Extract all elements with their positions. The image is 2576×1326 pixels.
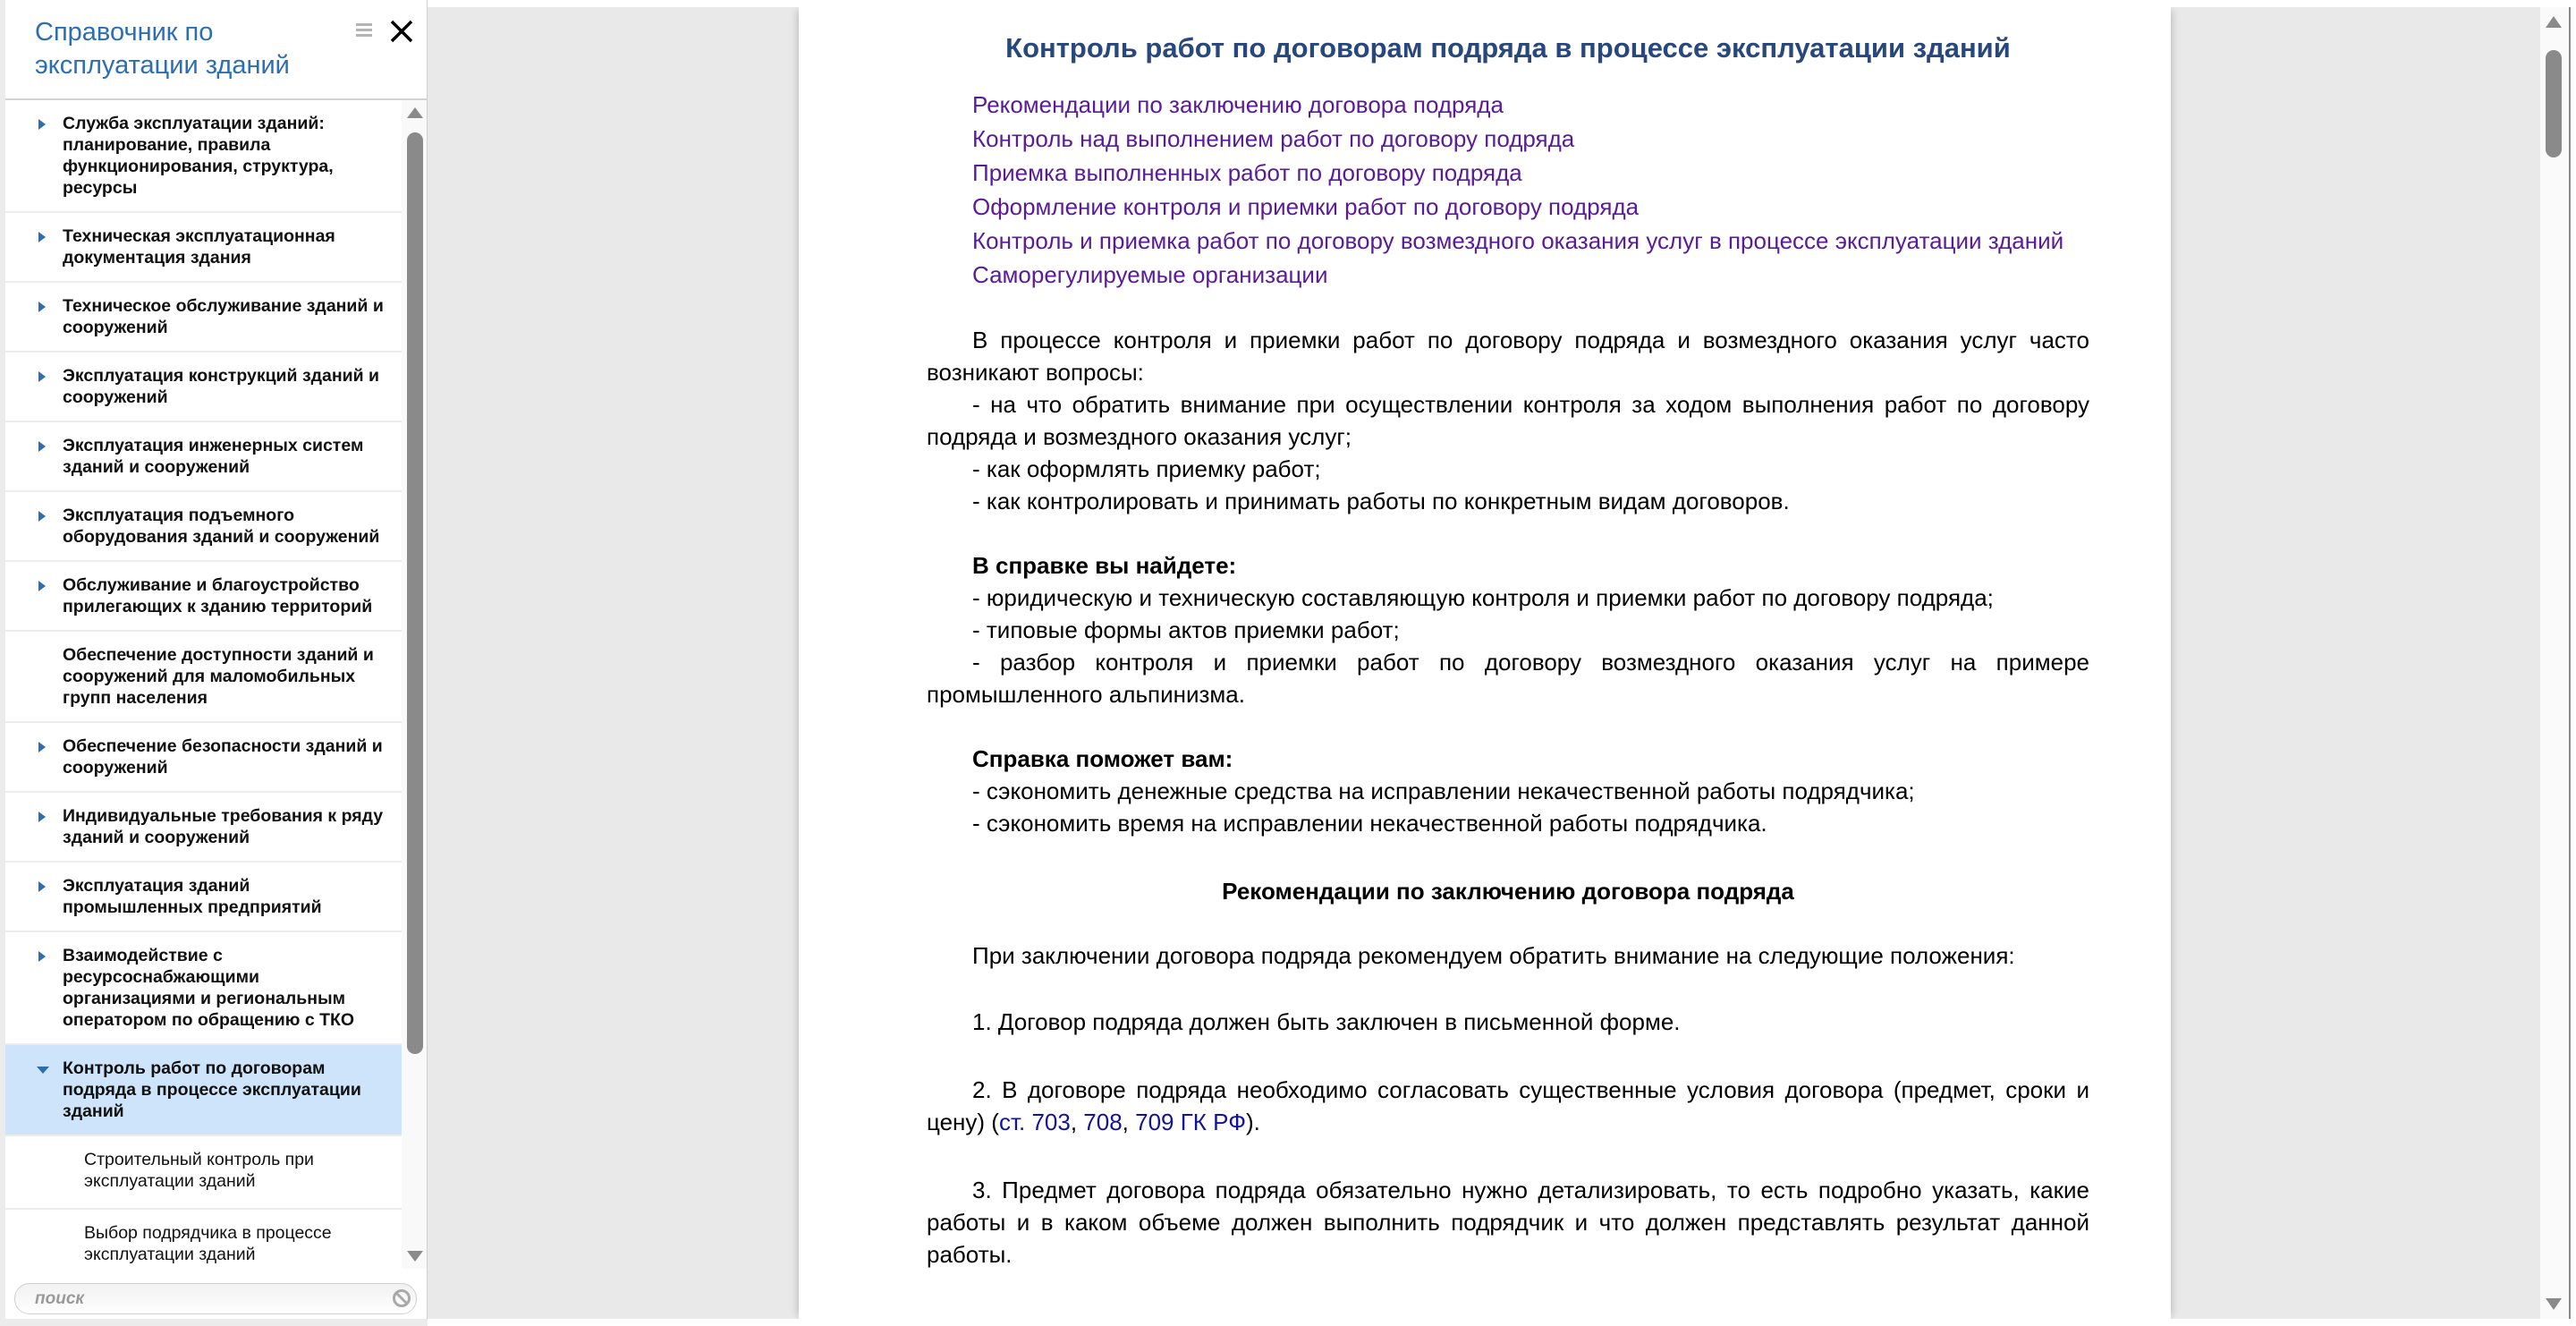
expand-arrow-icon[interactable] xyxy=(38,742,46,752)
sidebar-item-label: Контроль работ по договорам подряда в процессе эксплуатации зданий xyxy=(63,1058,361,1121)
expand-arrow-icon[interactable] xyxy=(38,232,46,242)
document-scrollbar[interactable] xyxy=(2540,7,2571,1319)
document-viewport xyxy=(428,7,2540,1319)
link-separator: , xyxy=(1070,1109,1084,1135)
help-heading: Справка поможет вам: xyxy=(972,745,1233,772)
sidebar-item[interactable] xyxy=(5,283,402,353)
expand-arrow-icon[interactable] xyxy=(38,371,46,382)
expand-arrow-icon[interactable] xyxy=(38,119,46,130)
intro-question: - как оформлять приемку работ; xyxy=(972,455,1321,482)
search-box xyxy=(14,1283,417,1314)
expand-arrow-icon[interactable] xyxy=(38,302,46,312)
find-item: - типовые формы актов приемки работ; xyxy=(972,616,1400,643)
expand-arrow-icon[interactable] xyxy=(38,581,46,591)
sidebar-item-label: Обеспечение доступности зданий и сооружений для маломобильных групп населения xyxy=(63,645,374,708)
scroll-up-arrow-icon[interactable] xyxy=(2546,16,2562,28)
intro-question: - как контролировать и принимать работы по конкретным видам договоров. xyxy=(972,488,1790,514)
link-separator: , xyxy=(1122,1109,1136,1135)
toc-link[interactable]: Оформление контроля и приемки работ по договору подряда xyxy=(972,193,1640,220)
expand-arrow-icon[interactable] xyxy=(38,511,46,522)
expand-arrow-icon[interactable] xyxy=(38,441,46,452)
sidebar-header xyxy=(5,0,427,100)
toc-link[interactable]: Рекомендации по заключению договора подряда xyxy=(972,91,1504,118)
section-point: 3. Предмет договора подряда обязательно нужно детализировать, то есть подробно указать, какие работы и в каком объеме должен выполнить подрядчик и что должен представлять результат данной работы. xyxy=(927,1177,2089,1268)
sidebar-item[interactable] xyxy=(5,213,402,283)
toc-link[interactable]: Контроль над выполнением работ по договору подряда xyxy=(972,125,1575,152)
sidebar-item-selected[interactable] xyxy=(5,1045,402,1136)
sidebar-scrollbar-thumb[interactable] xyxy=(407,132,423,1054)
sidebar-item[interactable] xyxy=(5,353,402,422)
sidebar xyxy=(0,0,428,1326)
sidebar-item-label: Эксплуатация конструкций зданий и сооружений xyxy=(63,366,380,407)
find-item: - разбор контроля и приемки работ по договору возмездного оказания услуг на примере промышленного альпинизма. xyxy=(927,649,2089,708)
point-text: 2. В договоре подряда необходимо согласовать существенные условия договора (предмет, сроки и цену) ( xyxy=(927,1076,2089,1135)
toc-link[interactable]: Саморегулируемые организации xyxy=(972,261,1328,288)
sidebar-item-label: Индивидуальные требования к ряду зданий и сооружений xyxy=(63,806,384,847)
intro-paragraph: В процессе контроля и приемки работ по договору подряда и возмездного оказания услуг часто возникают вопросы: xyxy=(927,327,2089,386)
sidebar-tree-list xyxy=(5,100,402,1269)
scroll-down-arrow-icon[interactable] xyxy=(2546,1298,2562,1310)
section-point: 1. Договор подряда должен быть заключен в письменной форме. xyxy=(972,1008,1681,1035)
sidebar-item-label: Техническая эксплуатационная документация здания xyxy=(63,226,335,268)
document-title: Контроль работ по договорам подряда в процессе эксплуатации зданий xyxy=(1005,32,2011,64)
sidebar-subitem-label: Строительный контроль при эксплуатации зданий xyxy=(84,1150,314,1191)
search-input[interactable] xyxy=(33,1287,377,1312)
sidebar-item-label: Служба эксплуатации зданий: планирование, правила функционирования, структура, ресурсы xyxy=(63,114,334,198)
sidebar-subitem-label: Выбор подрядчика в процессе эксплуатации зданий xyxy=(84,1223,332,1264)
law-link[interactable]: 709 ГК РФ xyxy=(1135,1109,1246,1135)
sidebar-item-label: Обслуживание и благоустройство прилегающих к зданию территорий xyxy=(63,575,373,616)
point-text-end: ). xyxy=(1246,1109,1260,1135)
sidebar-item[interactable] xyxy=(5,863,402,932)
sidebar-item-label: Взаимодействие с ресурсоснабжающими организациями и региональным оператором по обращению с ТКО xyxy=(63,946,355,1030)
sidebar-item[interactable] xyxy=(5,492,402,562)
intro-question: - на что обратить внимание при осуществлении контроля за ходом выполнения работ по договору подряда и возмездного оказания услуг; xyxy=(927,391,2089,450)
sidebar-item-label: Эксплуатация инженерных систем зданий и сооружений xyxy=(63,436,364,477)
sidebar-item[interactable] xyxy=(5,562,402,632)
sidebar-item[interactable] xyxy=(5,793,402,863)
law-link[interactable]: ст. 703 xyxy=(998,1109,1071,1135)
section-heading: Рекомендации по заключению договора подряда xyxy=(1222,878,1794,905)
sidebar-item-label: Техническое обслуживание зданий и сооружений xyxy=(63,296,384,337)
sidebar-item-label: Обеспечение безопасности зданий и сооружений xyxy=(63,736,383,778)
sidebar-item[interactable] xyxy=(5,422,402,492)
find-heading: В справке вы найдете: xyxy=(972,552,1237,579)
clear-search-icon[interactable] xyxy=(392,1288,411,1308)
toc-link[interactable]: Контроль и приемка работ по договору возмездного оказания услуг в процессе эксплуатации зданий xyxy=(972,227,2064,254)
sidebar-item[interactable] xyxy=(5,632,402,723)
scroll-down-arrow-icon[interactable] xyxy=(407,1251,423,1262)
toc-link[interactable]: Приемка выполненных работ по договору подряда xyxy=(972,159,1522,186)
sidebar-item[interactable] xyxy=(5,100,402,213)
find-item: - юридическую и техническую составляющую контроля и приемки работ по договору подряда; xyxy=(972,584,1994,611)
help-item: - сэкономить время на исправлении некачественной работы подрядчика. xyxy=(972,810,1767,837)
help-item: - сэкономить денежные средства на исправлении некачественной работы подрядчика; xyxy=(972,778,1915,804)
sidebar-panel xyxy=(5,0,428,1319)
sidebar-tree xyxy=(5,100,427,1269)
section-point xyxy=(927,1074,2089,1138)
table-of-contents xyxy=(927,88,2089,292)
document-page xyxy=(799,7,2171,1319)
sidebar-item[interactable] xyxy=(5,932,402,1045)
sidebar-item-label: Эксплуатация зданий промышленных предприятий xyxy=(63,876,322,917)
expand-arrow-icon[interactable] xyxy=(38,951,46,962)
sidebar-scrollbar[interactable] xyxy=(402,100,427,1269)
document-scrollbar-thumb[interactable] xyxy=(2546,50,2562,157)
sidebar-title: Справочник по эксплуатации зданий xyxy=(35,18,290,80)
sidebar-item[interactable] xyxy=(5,723,402,793)
hamburger-icon[interactable] xyxy=(356,23,372,39)
scroll-up-arrow-icon[interactable] xyxy=(407,107,423,118)
sidebar-subitem[interactable] xyxy=(5,1210,402,1269)
sidebar-subitem[interactable] xyxy=(5,1136,402,1210)
close-icon[interactable] xyxy=(388,16,415,47)
collapse-arrow-icon[interactable] xyxy=(37,1067,49,1074)
expand-arrow-icon[interactable] xyxy=(38,812,46,822)
document-content xyxy=(927,7,2089,1271)
law-link[interactable]: 708 xyxy=(1083,1109,1123,1135)
sidebar-item-label: Эксплуатация подъемного оборудования зданий и сооружений xyxy=(63,506,380,547)
expand-arrow-icon[interactable] xyxy=(38,881,46,892)
section-lead: При заключении договора подряда рекомендуем обратить внимание на следующие положения: xyxy=(972,942,2015,969)
